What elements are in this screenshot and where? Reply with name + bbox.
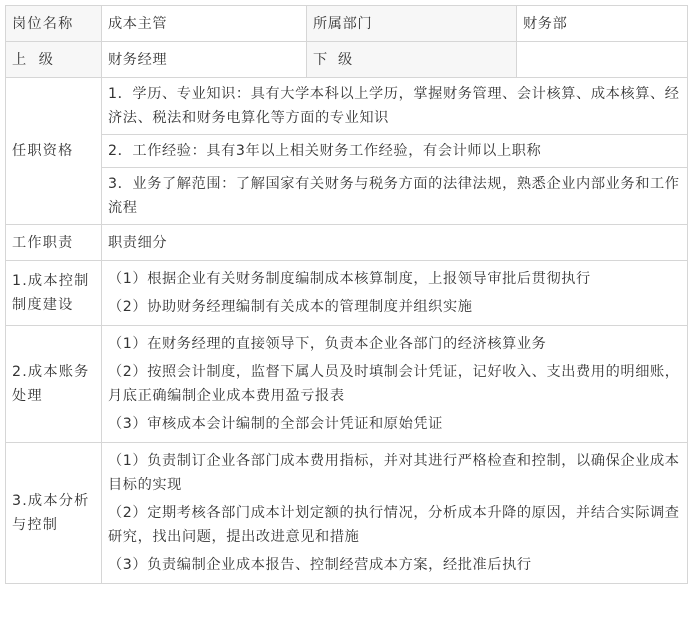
- duty-item: （2）协助财务经理编制有关成本的管理制度并组织实施: [108, 299, 473, 315]
- position-name-label: 岗位名称: [6, 6, 102, 42]
- duty-item: （2）按照会计制度，监督下属人员及时填制会计凭证，记好收入、支出费用的明细账，月底正确编制企业成本费用盈亏报表: [108, 364, 680, 404]
- qualification-item: 3．业务了解范围：了解国家有关财务与税务方面的法律法规，熟悉企业内部业务和工作流程: [102, 168, 688, 225]
- duty-category-label: 1.成本控制制度建设: [6, 261, 102, 326]
- duty-item: （1）在财务经理的直接领导下，负责本企业各部门的经济核算业务: [108, 336, 547, 352]
- duty-header-row: [6, 225, 688, 261]
- reporting-row: [6, 42, 688, 78]
- duty-item: （1）负责制订企业各部门成本费用指标，并对其进行严格检查和控制，以确保企业成本目标的实现: [108, 453, 680, 493]
- superior-value: 财务经理: [102, 42, 307, 78]
- department-label: 所属部门: [307, 6, 517, 42]
- duty-row-2: [6, 326, 688, 443]
- duty-detail-cell: [102, 261, 688, 326]
- position-name-value: 成本主管: [102, 6, 307, 42]
- department-value: 财务部: [517, 6, 688, 42]
- position-row: [6, 6, 688, 42]
- qualification-label: 任职资格: [6, 78, 102, 225]
- qualification-item: 2．工作经验：具有3年以上相关财务工作经验，有会计师以上职称: [102, 135, 688, 168]
- duty-row-3: [6, 443, 688, 584]
- qualification-row-3: [6, 168, 688, 225]
- duty-item: （2）定期考核各部门成本计划定额的执行情况，分析成本升降的原因，并结合实际调查研究，找出问题，提出改进意见和措施: [108, 505, 680, 545]
- duty-header-value: 职责细分: [102, 225, 688, 261]
- duty-detail-cell: [102, 326, 688, 443]
- qualification-item: 1．学历、专业知识：具有大学本科以上学历，掌握财务管理、会计核算、成本核算、经济法、税法和财务电算化等方面的专业知识: [102, 78, 688, 135]
- duty-category-label: 2.成本账务处理: [6, 326, 102, 443]
- job-description-table: [5, 5, 688, 584]
- duty-item: （3）负责编制企业成本报告、控制经营成本方案，经批准后执行: [108, 557, 532, 573]
- duty-header-label: 工作职责: [6, 225, 102, 261]
- qualification-row-1: [6, 78, 688, 135]
- duty-row-1: [6, 261, 688, 326]
- duty-detail-cell: [102, 443, 688, 584]
- superior-label: 上 级: [6, 42, 102, 78]
- duty-item: （1）根据企业有关财务制度编制成本核算制度，上报领导审批后贯彻执行: [108, 271, 591, 287]
- subordinate-value: [517, 42, 688, 78]
- duty-category-label: 3.成本分析与控制: [6, 443, 102, 584]
- qualification-row-2: [6, 135, 688, 168]
- subordinate-label: 下 级: [307, 42, 517, 78]
- duty-item: （3）审核成本会计编制的全部会计凭证和原始凭证: [108, 416, 443, 432]
